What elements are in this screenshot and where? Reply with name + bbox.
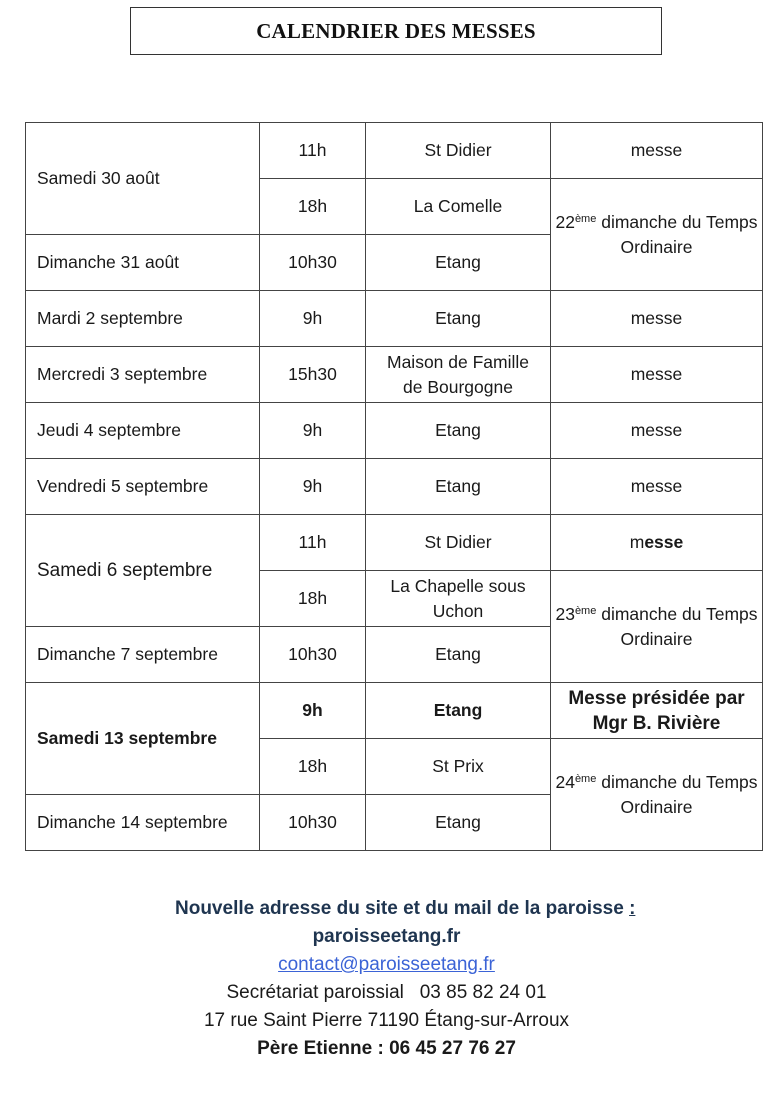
new-address-notice [175,895,635,923]
table-row [26,459,763,515]
note-cell: messe [551,291,763,347]
new-address-colon: : [629,898,636,919]
secretariat-phone: Secrétariat paroissial 03 85 82 24 01 [226,982,547,1003]
time-cell: 11h [260,515,366,571]
ordinal-suffix: ème [574,212,597,225]
priest-phone: Père Etienne : 06 45 27 76 27 [257,1038,516,1059]
parish-address: 17 rue Saint Pierre 71190 Étang-sur-Arroux [203,1010,570,1031]
ordinal-suffix: ème [574,772,597,785]
page-title: CALENDRIER DES MESSES [130,7,662,55]
note-cell [551,179,763,291]
sunday-number: 23 [555,603,575,624]
time-cell: 9h [260,683,366,739]
day-cell: Samedi 6 septembre [26,515,260,627]
sunday-label: dimanche du Temps Ordinaire [596,771,758,817]
place-cell: Etang [366,627,551,683]
place-cell: La Comelle [366,179,551,235]
place-cell: La Chapelle sous Uchon [366,571,551,627]
table-row [26,123,763,179]
time-cell: 18h [260,179,366,235]
time-cell: 9h [260,459,366,515]
table-row [26,515,763,571]
sunday-number: 24 [555,771,575,792]
table-row [26,683,763,739]
time-cell: 18h [260,739,366,795]
note-text-start: m [629,532,645,552]
day-cell: Samedi 13 septembre [26,683,260,795]
place-cell: Etang [366,291,551,347]
time-cell: 15h30 [260,347,366,403]
mass-schedule-table [25,122,763,851]
note-text-bold: esse [644,532,684,552]
note-cell: messe [551,403,763,459]
time-cell: 9h [260,291,366,347]
table-row [26,347,763,403]
place-cell: St Prix [366,739,551,795]
place-cell: Etang [366,403,551,459]
sunday-label: dimanche du Temps Ordinaire [596,211,758,257]
place-cell: Etang [366,795,551,851]
day-cell: Dimanche 7 septembre [26,627,260,683]
note-cell: messe [551,347,763,403]
time-cell: 18h [260,571,366,627]
place-cell: Etang [366,235,551,291]
day-cell: Mercredi 3 septembre [26,347,260,403]
table-row [26,291,763,347]
time-cell: 10h30 [260,795,366,851]
note-cell: messe [551,123,763,179]
day-cell: Dimanche 14 septembre [26,795,260,851]
day-cell: Mardi 2 septembre [26,291,260,347]
place-cell: Maison de Famille de Bourgogne [366,347,551,403]
note-cell [551,515,763,571]
note-cell [551,571,763,683]
new-address-text: Nouvelle adresse du site et du mail de la paroisse [175,898,630,919]
time-cell: 10h30 [260,627,366,683]
time-cell: 10h30 [260,235,366,291]
place-cell: St Didier [366,515,551,571]
day-cell: Dimanche 31 août [26,235,260,291]
time-cell: 11h [260,123,366,179]
day-cell: Samedi 30 août [26,123,260,235]
time-cell: 9h [260,403,366,459]
note-cell [551,739,763,851]
email-link[interactable]: contact@paroisseetang.fr [278,954,495,975]
sunday-label: dimanche du Temps Ordinaire [596,603,758,649]
website: paroisseetang.fr [312,926,461,947]
ordinal-suffix: ème [574,604,597,617]
day-cell: Jeudi 4 septembre [26,403,260,459]
note-cell: Messe présidée par Mgr B. Rivière [551,683,763,739]
place-cell: Etang [366,459,551,515]
day-cell: Vendredi 5 septembre [26,459,260,515]
table-row [26,403,763,459]
note-cell: messe [551,459,763,515]
place-cell: Etang [366,683,551,739]
place-cell: St Didier [366,123,551,179]
sunday-number: 22 [555,211,575,232]
